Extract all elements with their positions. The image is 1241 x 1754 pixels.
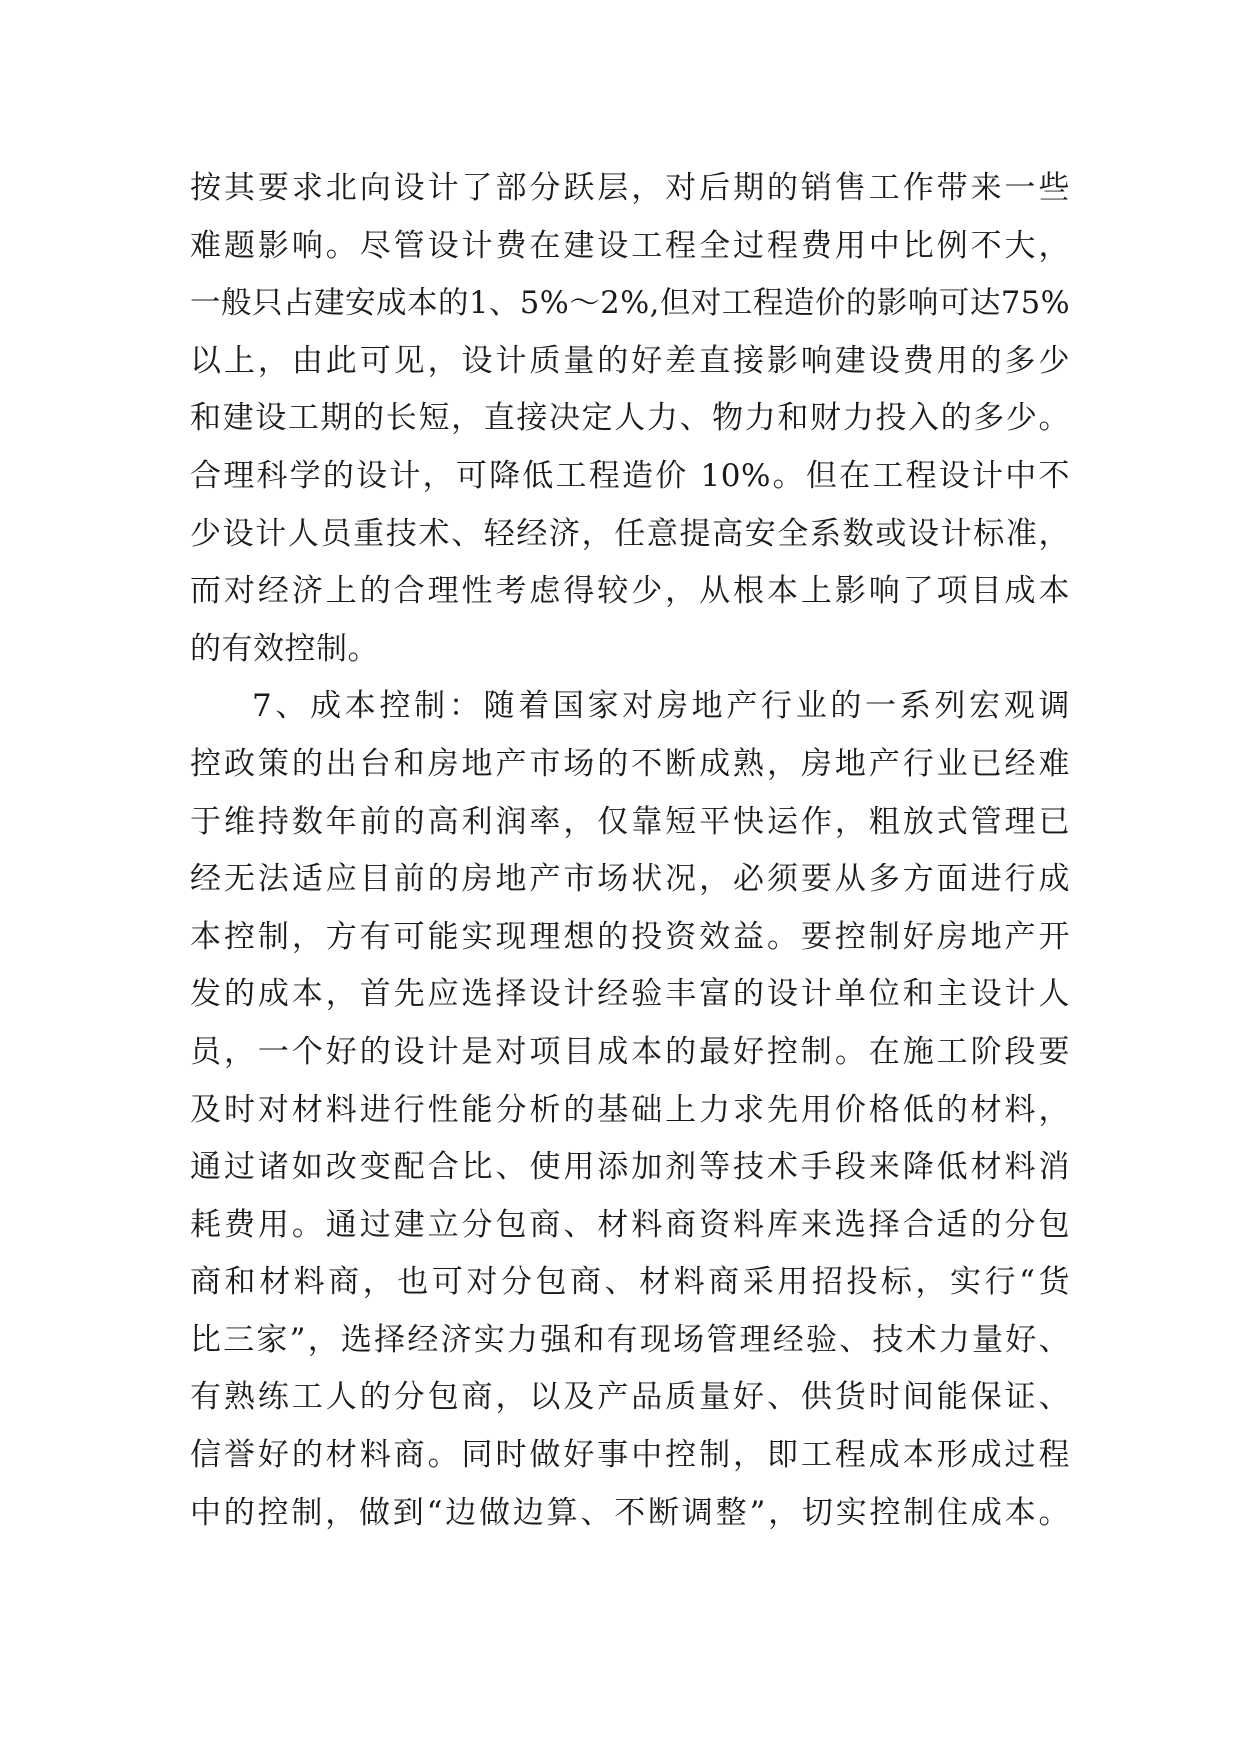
text-line: 一般只占建安成本的1、5%～2%,但对工程造价的影响可达75% <box>190 286 1071 322</box>
text-line: 员，一个好的设计是对项目成本的最好控制。在施工阶段要 <box>190 1033 1070 1070</box>
text-line: 而对经济上的合理性考虑得较少，从根本上影响了项目成本 <box>190 573 1070 610</box>
text-line: 信誉好的材料商。同时做好事中控制，即工程成本形成过程 <box>190 1437 1070 1474</box>
text-line: 本控制，方有可能实现理想的投资效益。要控制好房地产开 <box>190 918 1070 955</box>
text-line: 合理科学的设计，可降低工程造价 10%。但在工程设计中不 <box>190 457 1070 494</box>
text-line: 少设计人员重技术、轻经济，任意提高安全系数或设计标准， <box>190 515 1070 552</box>
text-line: 以上，由此可见，设计质量的好差直接影响建设费用的多少 <box>190 342 1070 379</box>
text-line: 控政策的出台和房地产市场的不断成熟，房地产行业已经难 <box>190 745 1070 782</box>
text-line: 通过诸如改变配合比、使用添加剂等技术手段来降低材料消 <box>190 1149 1070 1186</box>
text-line: 耗费用。通过建立分包商、材料商资料库来选择合适的分包 <box>190 1206 1070 1243</box>
text-line: 于维持数年前的高利润率，仅靠短平快运作，粗放式管理已 <box>190 803 1070 840</box>
text-line: 按其要求北向设计了部分跃层，对后期的销售工作带来一些 <box>190 170 1070 206</box>
text-line: 及时对材料进行性能分析的基础上力求先用价格低的材料， <box>190 1091 1070 1128</box>
text-line: 难题影响。尽管设计费在建设工程全过程费用中比例不大， <box>190 227 1070 264</box>
text-line: 有熟练工人的分包商，以及产品质量好、供货时间能保证、 <box>190 1379 1070 1416</box>
text-line: 商和材料商，也可对分包商、材料商采用招投标，实行“货 <box>190 1264 1070 1301</box>
body-text <box>190 160 1070 1542</box>
text-line: 发的成本，首先应选择设计经验丰富的设计单位和主设计人 <box>190 976 1070 1013</box>
paragraph-first-line: 7、成本控制：随着国家对房地产行业的一系列宏观调 <box>252 688 1070 725</box>
text-line: 经无法适应目前的房地产市场状况，必须要从多方面进行成 <box>190 861 1070 898</box>
text-line: 中的控制，做到“边做边算、不断调整”，切实控制住成本。 <box>190 1494 1070 1531</box>
text-line: 比三家”，选择经济实力强和有现场管理经验、技术力量好、 <box>190 1321 1070 1358</box>
paragraph-end-line: 的有效控制。 <box>190 630 379 667</box>
text-line: 和建设工期的长短，直接决定人力、物力和财力投入的多少。 <box>190 400 1070 437</box>
